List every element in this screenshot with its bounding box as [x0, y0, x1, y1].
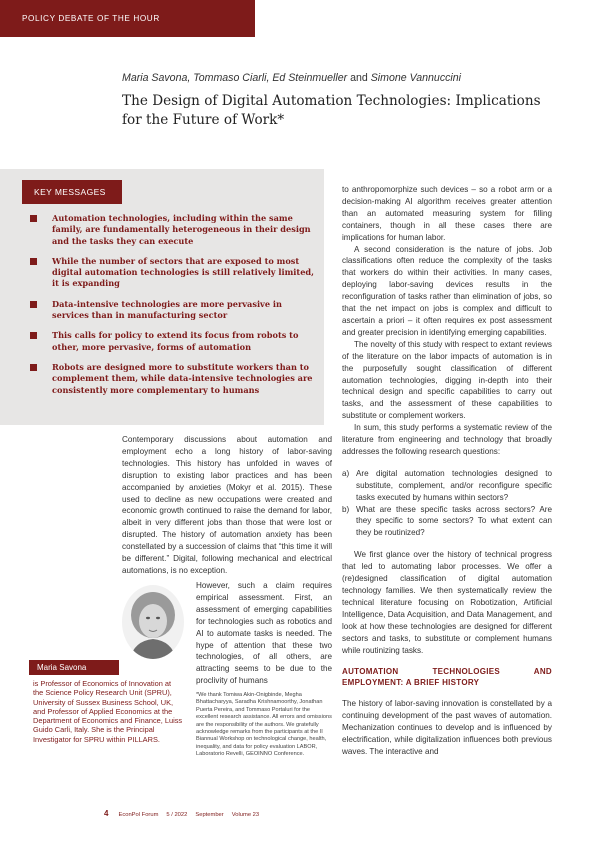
- key-message-text: Data-intensive technologies are more pervasive in services than in manufacturing sector: [52, 298, 282, 321]
- footnote: *We thank Tomiwa Akin-Onigbinde, Megha Bhattacharyya, Saradha Krishnamoorthy, Jonathan Puerta Pereira, and Tommaso Portaluri for the excellent research assistance. All errors and omissions are the responsibility of the authors. We gratefully acknowledge remarks from the participants at the II Biannual Workshop on technological change, health, inequality, and data for policy evaluation LABOR, Laboratorio Revelli, GEOINNO Conference.: [196, 692, 332, 758]
- key-messages-heading: KEY MESSAGES: [22, 180, 122, 204]
- question-text: What are these specific tasks across sectors? Are they specific to some sectors? To what extent can they be routinized?: [356, 504, 552, 538]
- square-bullet-icon: [30, 215, 37, 222]
- key-messages-list: [30, 213, 320, 405]
- body-paragraph: We first glance over the history of technical progress that led to automating labor processes. We offer a (re)designed classification of digital automation technology families. We then systematically review the technical literature focusing on Robotization, Artificial Intelligence, Data Acquisition, and Data Management, and look at how these technologies are designed for different sectors and tasks, to substitute or complement humans while routinizing tasks.: [342, 550, 552, 655]
- body-paragraph: to anthropomorphize such devices – so a robot arm or a decision-making AI algorithm receives greater attention than an automated measuring system for filling containers, though in all these cases there are implications for human labor.: [342, 185, 552, 242]
- section-heading: AUTOMATION TECHNOLOGIES AND EMPLOYMENT: A BRIEF HISTORY: [342, 667, 552, 688]
- key-message-item: [30, 362, 320, 396]
- author-bio-text: is Professor of Economics of Innovation at the Science Policy Research Unit (SPRU), University of Sussex Business School, UK, and Professor of Applied Economics at the Department of Economics and Finance, Luiss Guido Carli, Italy. She is the Principal Investigator for SPRU within PILLARS.: [33, 679, 183, 744]
- key-message-text: Robots are designed more to substitute workers than to complement them, while data-intensive technologies are consistently more complementary to humans: [52, 361, 313, 395]
- key-message-item: [30, 213, 320, 247]
- question-text: Are digital automation technologies designed to substitute, complement, and/or reconfigure specific tasks executed by humans within sectors?: [356, 468, 552, 502]
- square-bullet-icon: [30, 364, 37, 371]
- middle-column: [122, 434, 332, 577]
- body-paragraph: The history of labor-saving innovation is constellated by a continuing development of the past waves of automation. Mechanization continues to develop and is influenced by electrification, while digitalization influences both previous waves. The interactive and: [342, 699, 552, 757]
- square-bullet-icon: [30, 301, 37, 308]
- article-title: The Design of Digital Automation Technologies: Implications for the Future of Work*: [122, 93, 541, 128]
- right-column: [342, 184, 552, 758]
- author-bio-name: Maria Savona: [29, 660, 119, 675]
- question-label: a): [342, 468, 350, 478]
- key-message-item: [30, 330, 320, 353]
- body-paragraph: However, such a claim requires empirical assessment. First, an assessment of emerging capabilities for technologies such as robotics and AI to automate tasks is needed. The hype of attention that these two technologies, of all others, are attracting seems to be due to the proclivity of humans: [196, 581, 332, 686]
- research-questions: [342, 468, 552, 539]
- footer-volume: Volume 23: [231, 812, 260, 818]
- section-banner: POLICY DEBATE OF THE HOUR: [0, 0, 255, 37]
- key-message-text: While the number of sectors that are exposed to most digital automation technologies is still relatively limited, it is expanding: [52, 255, 314, 289]
- authors-last: Simone Vannuccini: [370, 72, 462, 84]
- body-paragraph: The novelty of this study with respect to extant reviews of the literature on the labor impacts of automation is in the purposefully sought classification of different automation technologies, digging in-depth into their technical design and specific capabilities to carry out tasks, and the assessment of these capabilities to substitute or complement workers.: [342, 339, 552, 421]
- key-message-item: [30, 256, 320, 290]
- body-paragraph: In sum, this study performs a systematic review of the literature from engineering and technology that broadly addresses the following research questions:: [342, 423, 552, 456]
- footer-journal: EconPol Forum: [118, 812, 159, 818]
- key-message-item: [30, 299, 320, 322]
- key-message-text: Automation technologies, including within the same family, are fundamentally heterogeneous in their design and the tasks they can execute: [52, 213, 311, 246]
- authors-and: and: [350, 72, 368, 84]
- body-paragraph: Contemporary discussions about automation and employment echo a long history of labor-saving technologies. This history has unfolded in waves of disruption to existing labor practices and has been accompanied by anxieties (Mokyr et al. 2015). These used to decline as new occupations were created and economic growth continued to raise the demand for labor, albeit in very different jobs than those that were lost or disrupted. The history of automation anxiety has been constellated by a succession of claims that “this time it will be different.” Digital, following mechanical and electrical automations, is no exception.: [122, 435, 332, 575]
- page-footer: [104, 809, 267, 818]
- footer-issue: 5 / 2022: [166, 812, 188, 818]
- authors-names: Maria Savona, Tommaso Ciarli, Ed Steinmueller: [122, 72, 348, 84]
- research-question: [342, 468, 552, 504]
- article-authors: [122, 72, 552, 84]
- footer-month: September: [195, 812, 224, 818]
- key-message-text: This calls for policy to extend its focus from robots to other, more pervasive, forms of automation: [52, 330, 299, 352]
- research-question: [342, 504, 552, 540]
- author-photo: [122, 585, 184, 659]
- middle-column-continued: [196, 580, 332, 687]
- page-number: 4: [104, 809, 109, 818]
- body-paragraph: A second consideration is the nature of jobs. Job classifications often reduce the complexity of the tasks that workers do within their activities. In many cases, deploying labor-saving devices results in the reconfiguration of tasks rather than elimination of jobs, so that the net impact on jobs is complex and difficult to ascertain a priori – it often requires ex post assessment and greater precision in identifying emerging capabilities.: [342, 244, 552, 337]
- question-label: b): [342, 504, 350, 514]
- square-bullet-icon: [30, 258, 37, 265]
- square-bullet-icon: [30, 332, 37, 339]
